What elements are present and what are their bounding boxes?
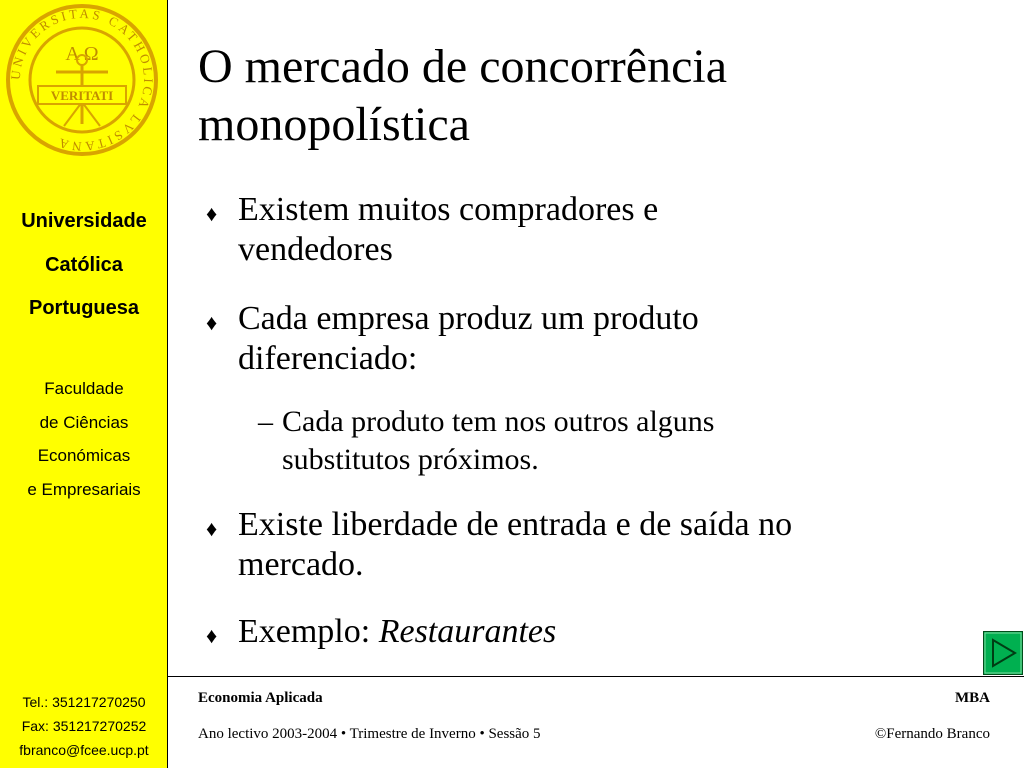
contact-tel: Tel.: 351217270250 (22, 694, 146, 710)
faculty-line4: e Empresariais (27, 480, 141, 499)
sub-bullet-line: substitutos próximos. (282, 443, 539, 476)
footer-program: MBA (955, 690, 990, 706)
next-slide-button[interactable] (983, 631, 1023, 675)
play-arrow-icon (984, 632, 1022, 674)
bullet-line: diferenciado: (238, 340, 418, 377)
seal-banner-text: VERITATI (50, 88, 114, 103)
diamond-bullet-icon: ♦ (206, 310, 218, 335)
seal-ring-text: UNIVERSITAS CATHOLICA LVSITANA (7, 5, 157, 155)
slide-title-line1: O mercado de concorrência (198, 40, 728, 93)
university-name-line1: Universidade (21, 210, 147, 232)
contact-fax: Fax: 351217270252 (21, 718, 147, 734)
contact-email[interactable] (0, 742, 168, 758)
contact-email-link[interactable]: fbranco@fcee.ucp.pt (19, 742, 149, 758)
sidebar (0, 0, 168, 768)
university-seal (4, 2, 160, 158)
dash-bullet-icon: – (258, 405, 273, 438)
diamond-bullet-icon: ♦ (206, 623, 218, 648)
slide-title (198, 38, 998, 154)
bullet-line: Existem muitos compradores e (238, 191, 659, 228)
seal-symbols: A Ω (65, 43, 99, 65)
diamond-bullet-icon: ♦ (206, 516, 218, 541)
example-emphasis: Restaurantes (378, 613, 557, 650)
sub-bullet-line: Cada produto tem nos outros alguns (282, 405, 715, 438)
bullet-line: Existe liberdade de entrada e de saída no (238, 506, 793, 543)
footer-author: ©Fernando Branco (874, 726, 990, 742)
faculty-line1: Faculdade (44, 379, 124, 398)
bullet-text (238, 505, 998, 585)
footer-session-info: Ano lectivo 2003-2004 • Trimestre de Inverno • Sessão 5 (198, 726, 541, 742)
footer-divider (168, 676, 1024, 677)
seal-emblem-icon (4, 2, 160, 158)
bullet-line: Cada empresa produz um produto (238, 300, 699, 337)
slide-title-line2: monopolística (198, 98, 470, 151)
university-name-line3: Portuguesa (28, 297, 140, 319)
university-name-line2: Católica (45, 254, 123, 276)
diamond-bullet-icon: ♦ (206, 201, 218, 226)
bullet-text (238, 190, 998, 270)
sub-bullet-text (282, 403, 922, 479)
bullet-line: mercado. (238, 546, 364, 583)
example-prefix: Exemplo: (238, 613, 379, 650)
bullet-text (238, 299, 998, 379)
footer-course: Economia Aplicada (198, 690, 323, 706)
bullet-text (238, 612, 998, 652)
faculty-line3: Económicas (37, 446, 131, 465)
faculty-line2: de Ciências (39, 413, 129, 432)
bullet-line: vendedores (238, 231, 393, 268)
